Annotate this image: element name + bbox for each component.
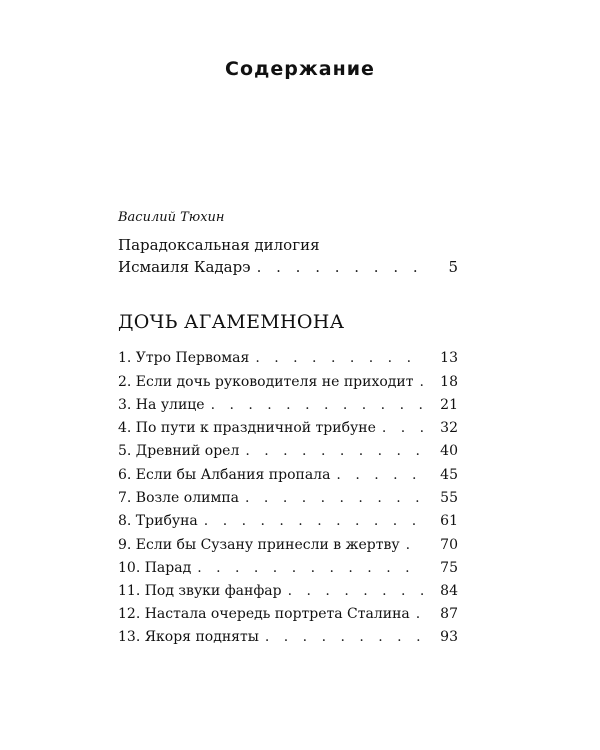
toc-entry[interactable] bbox=[118, 629, 458, 649]
page-number: 45 bbox=[440, 467, 458, 483]
toc-entry[interactable] bbox=[118, 350, 458, 370]
toc-entry[interactable] bbox=[118, 374, 458, 394]
toc-entry[interactable] bbox=[118, 606, 458, 626]
chapter-title: 8. Трибуна bbox=[118, 513, 198, 529]
toc-entry[interactable] bbox=[118, 467, 458, 487]
toc-entry[interactable] bbox=[118, 420, 458, 440]
toc-entry[interactable] bbox=[118, 560, 458, 580]
dot-leader bbox=[239, 443, 424, 459]
dot-leader bbox=[198, 513, 424, 529]
dot-leader bbox=[259, 629, 424, 645]
chapter-title: 9. Если бы Сузану принесли в жертву bbox=[118, 537, 400, 553]
chapter-title: 3. На улице bbox=[118, 397, 205, 413]
intro-author: Василий Тюхин bbox=[118, 210, 225, 225]
dot-leader bbox=[413, 374, 424, 390]
page-number: 5 bbox=[448, 258, 458, 276]
toc-entry[interactable] bbox=[118, 513, 458, 533]
page-number: 55 bbox=[440, 490, 458, 506]
dot-leader bbox=[239, 490, 424, 506]
chapter-title: 13. Якоря подняты bbox=[118, 629, 259, 645]
dot-leader bbox=[205, 397, 424, 413]
page-number: 61 bbox=[440, 513, 458, 529]
page-number: 84 bbox=[440, 583, 458, 599]
page-number: 40 bbox=[440, 443, 458, 459]
dot-leader bbox=[376, 420, 424, 436]
dot-leader bbox=[400, 537, 424, 553]
chapter-title: 1. Утро Первомая bbox=[118, 350, 250, 366]
page-number: 93 bbox=[440, 629, 458, 645]
page-number: 32 bbox=[440, 420, 458, 436]
page-title: Содержание bbox=[225, 58, 375, 80]
chapter-title: 4. По пути к праздничной трибуне bbox=[118, 420, 376, 436]
toc-entry[interactable] bbox=[118, 490, 458, 510]
dot-leader bbox=[410, 606, 424, 622]
chapter-title: 12. Настала очередь портрета Сталина bbox=[118, 606, 410, 622]
chapter-title: 11. Под звуки фанфар bbox=[118, 583, 282, 599]
intro-title-line2: Исмаиля Кадарэ bbox=[118, 258, 251, 276]
chapter-title: 7. Возле олимпа bbox=[118, 490, 240, 506]
chapter-title: 6. Если бы Албания пропала bbox=[118, 467, 331, 483]
dot-leader bbox=[282, 583, 424, 599]
intro-title-line1: Парадоксальная дилогия bbox=[118, 236, 320, 254]
toc-entry[interactable] bbox=[118, 443, 458, 463]
section-title: ДОЧЬ АГАМЕМНОНА bbox=[118, 311, 345, 333]
page-number: 75 bbox=[440, 560, 458, 576]
dot-leader bbox=[330, 467, 424, 483]
chapter-title: 5. Древний орел bbox=[118, 443, 240, 459]
chapter-title: 2. Если дочь руководителя не приходит bbox=[118, 374, 414, 390]
page-number: 87 bbox=[440, 606, 458, 622]
page-number: 70 bbox=[440, 537, 458, 553]
toc-entry[interactable] bbox=[118, 537, 458, 557]
dot-leader bbox=[191, 560, 424, 576]
intro-entry[interactable] bbox=[118, 258, 458, 278]
page-number: 13 bbox=[440, 350, 458, 366]
dot-leader bbox=[249, 350, 424, 366]
page-number: 21 bbox=[440, 397, 458, 413]
toc-entry[interactable] bbox=[118, 583, 458, 603]
page-number: 18 bbox=[440, 374, 458, 390]
dot-leader bbox=[251, 258, 424, 276]
chapter-title: 10. Парад bbox=[118, 560, 192, 576]
toc-entry[interactable] bbox=[118, 397, 458, 417]
